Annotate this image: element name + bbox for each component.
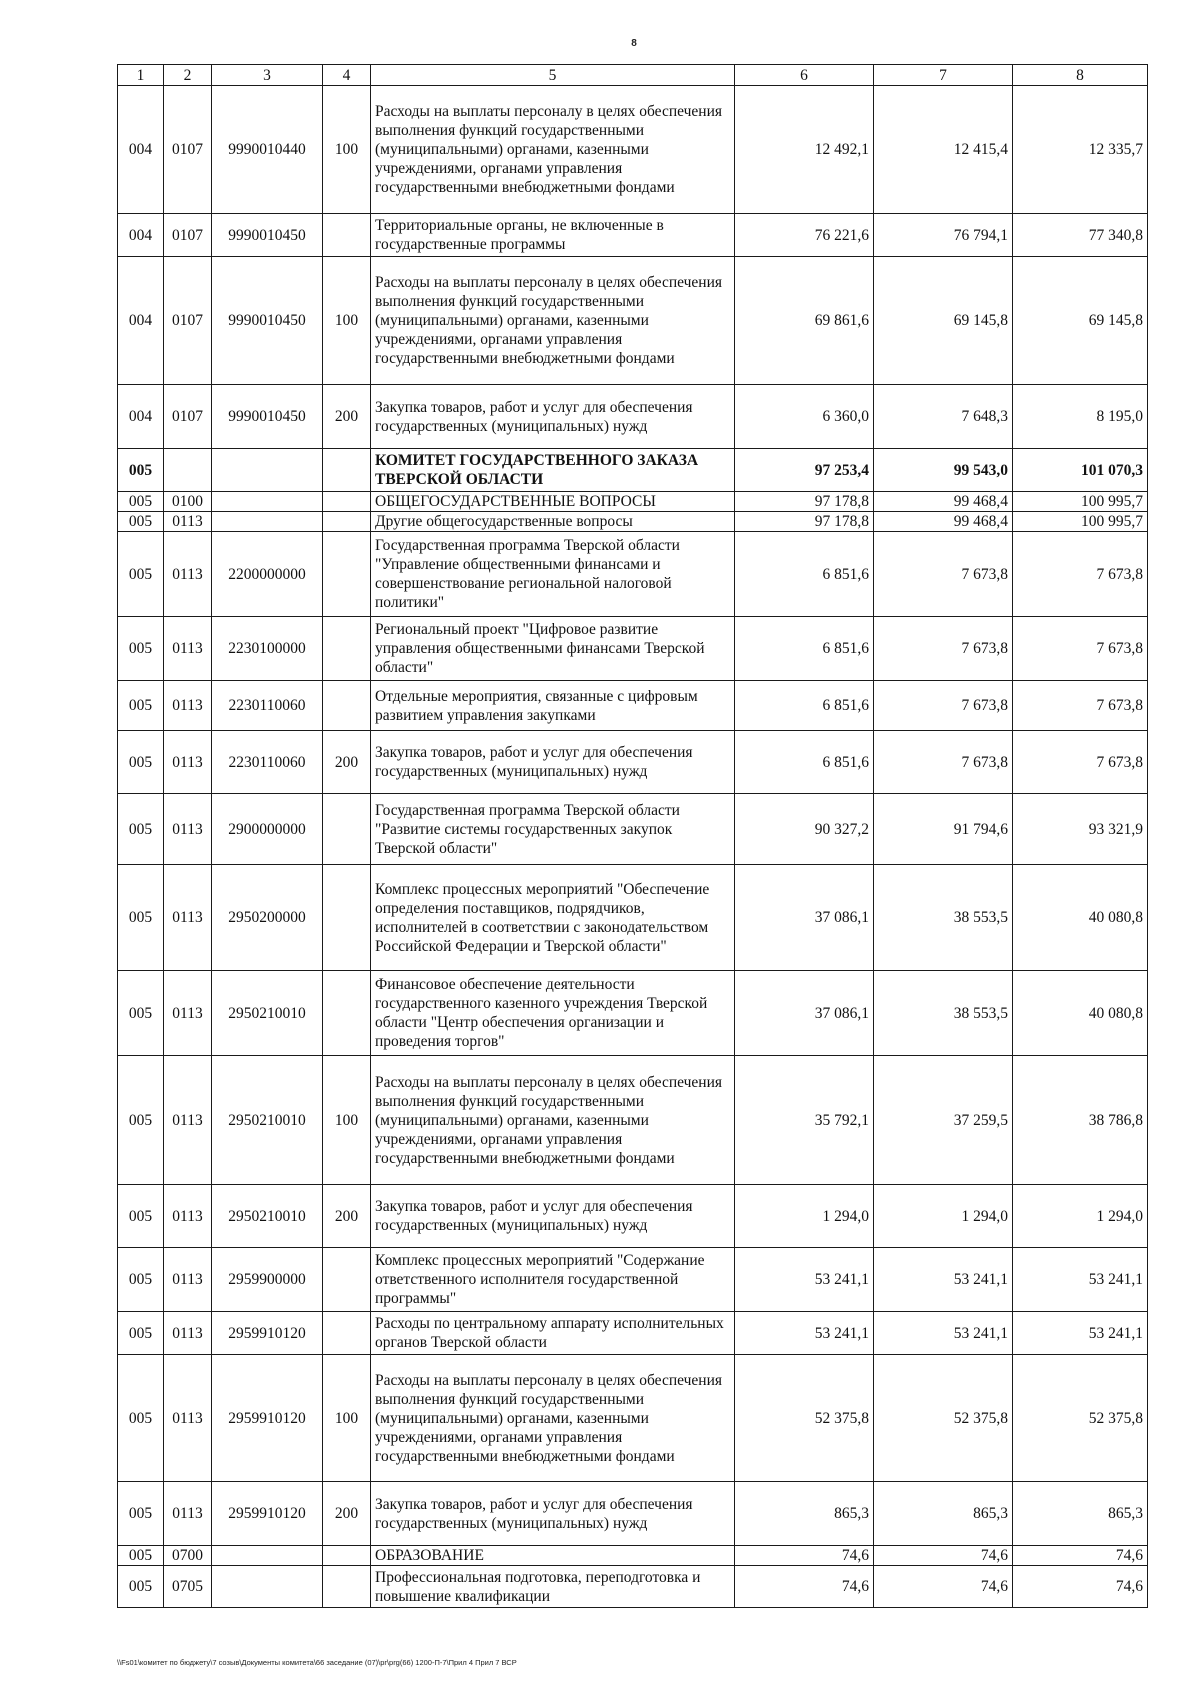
cell-amount-year2: 99 468,4 xyxy=(874,492,1013,512)
footer-file-path: \\Fs01\комитет по бюджету\7 созыв\Документы комитета\66 заседание (07)\pr\prg(66) 1200-П-7\Прил 4 Прил 7 ВСР xyxy=(117,1658,517,1667)
table-row xyxy=(118,492,1148,512)
table-row xyxy=(118,86,1148,214)
cell-amount-year1: 37 086,1 xyxy=(735,971,874,1056)
cell-target-article: 2230110060 xyxy=(212,731,323,794)
cell-ministry-code: 004 xyxy=(118,214,164,257)
cell-amount-year1: 35 792,1 xyxy=(735,1056,874,1185)
cell-section-code: 0107 xyxy=(164,86,212,214)
cell-amount-year1: 74,6 xyxy=(735,1566,874,1608)
cell-ministry-code: 005 xyxy=(118,681,164,731)
cell-amount-year1: 97 253,4 xyxy=(735,449,874,492)
cell-target-article: 9990010450 xyxy=(212,385,323,449)
cell-amount-year2: 53 241,1 xyxy=(874,1312,1013,1355)
cell-expense-type xyxy=(323,214,371,257)
cell-amount-year2: 7 673,8 xyxy=(874,617,1013,681)
cell-ministry-code: 005 xyxy=(118,865,164,971)
cell-expense-type xyxy=(323,1312,371,1355)
cell-amount-year2: 38 553,5 xyxy=(874,971,1013,1056)
cell-expense-type xyxy=(323,492,371,512)
cell-ministry-code: 004 xyxy=(118,86,164,214)
cell-section-code: 0113 xyxy=(164,731,212,794)
table-row xyxy=(118,1546,1148,1566)
header-col-7: 7 xyxy=(874,65,1013,86)
cell-description: Закупка товаров, работ и услуг для обеспечения государственных (муниципальных) нужд xyxy=(371,1185,735,1248)
header-row xyxy=(118,65,1148,86)
cell-amount-year1: 37 086,1 xyxy=(735,865,874,971)
cell-section-code: 0113 xyxy=(164,865,212,971)
cell-section-code: 0107 xyxy=(164,257,212,385)
cell-target-article: 2950210010 xyxy=(212,1056,323,1185)
cell-expense-type xyxy=(323,1248,371,1312)
cell-ministry-code: 005 xyxy=(118,512,164,532)
cell-expense-type: 100 xyxy=(323,1355,371,1482)
cell-amount-year1: 12 492,1 xyxy=(735,86,874,214)
cell-section-code xyxy=(164,449,212,492)
cell-expense-type: 200 xyxy=(323,1185,371,1248)
cell-amount-year2: 865,3 xyxy=(874,1482,1013,1546)
cell-amount-year3: 69 145,8 xyxy=(1013,257,1148,385)
cell-amount-year3: 74,6 xyxy=(1013,1566,1148,1608)
cell-target-article: 2959910120 xyxy=(212,1482,323,1546)
cell-section-code: 0113 xyxy=(164,1185,212,1248)
cell-amount-year3: 100 995,7 xyxy=(1013,492,1148,512)
cell-target-article: 2950200000 xyxy=(212,865,323,971)
cell-ministry-code: 004 xyxy=(118,257,164,385)
cell-amount-year2: 53 241,1 xyxy=(874,1248,1013,1312)
cell-section-code: 0113 xyxy=(164,617,212,681)
cell-description: Расходы по центральному аппарату исполнительных органов Тверской области xyxy=(371,1312,735,1355)
cell-description: Комплекс процессных мероприятий "Содержание ответственного исполнителя государственной программы" xyxy=(371,1248,735,1312)
cell-amount-year3: 53 241,1 xyxy=(1013,1312,1148,1355)
table-row xyxy=(118,731,1148,794)
cell-description: Профессиональная подготовка, переподготовка и повышение квалификации xyxy=(371,1566,735,1608)
cell-target-article: 2900000000 xyxy=(212,794,323,865)
cell-description: Комплекс процессных мероприятий "Обеспечение определения поставщиков, подрядчиков, исполнителей в соответствии с законодательством Российской Федерации и Тверской области" xyxy=(371,865,735,971)
cell-ministry-code: 005 xyxy=(118,449,164,492)
cell-amount-year1: 865,3 xyxy=(735,1482,874,1546)
cell-amount-year2: 74,6 xyxy=(874,1566,1013,1608)
cell-expense-type: 200 xyxy=(323,731,371,794)
cell-description: Финансовое обеспечение деятельности государственного казенного учреждения Тверской области "Центр обеспечения организации и проведения торгов" xyxy=(371,971,735,1056)
cell-amount-year2: 99 468,4 xyxy=(874,512,1013,532)
header-col-4: 4 xyxy=(323,65,371,86)
cell-amount-year3: 40 080,8 xyxy=(1013,865,1148,971)
cell-amount-year1: 97 178,8 xyxy=(735,512,874,532)
cell-section-code: 0100 xyxy=(164,492,212,512)
table-row xyxy=(118,257,1148,385)
cell-target-article: 2950210010 xyxy=(212,1185,323,1248)
header-col-1: 1 xyxy=(118,65,164,86)
cell-amount-year2: 91 794,6 xyxy=(874,794,1013,865)
cell-expense-type xyxy=(323,532,371,617)
cell-target-article: 9990010450 xyxy=(212,214,323,257)
cell-amount-year1: 97 178,8 xyxy=(735,492,874,512)
cell-target-article: 2950210010 xyxy=(212,971,323,1056)
cell-ministry-code: 005 xyxy=(118,1312,164,1355)
cell-amount-year1: 53 241,1 xyxy=(735,1248,874,1312)
cell-target-article: 2230100000 xyxy=(212,617,323,681)
cell-amount-year3: 865,3 xyxy=(1013,1482,1148,1546)
table-row xyxy=(118,794,1148,865)
cell-amount-year3: 93 321,9 xyxy=(1013,794,1148,865)
table-row xyxy=(118,865,1148,971)
cell-amount-year1: 90 327,2 xyxy=(735,794,874,865)
cell-amount-year1: 6 851,6 xyxy=(735,617,874,681)
cell-description: Расходы на выплаты персоналу в целях обеспечения выполнения функций государственными (муниципальными) органами, казенными учреждениями, органами управления государственными внебюджетными фондами xyxy=(371,1355,735,1482)
cell-expense-type xyxy=(323,449,371,492)
cell-section-code: 0113 xyxy=(164,1312,212,1355)
cell-section-code: 0107 xyxy=(164,385,212,449)
cell-expense-type xyxy=(323,794,371,865)
cell-amount-year3: 53 241,1 xyxy=(1013,1248,1148,1312)
header-col-8: 8 xyxy=(1013,65,1148,86)
cell-ministry-code: 005 xyxy=(118,1546,164,1566)
cell-expense-type xyxy=(323,512,371,532)
table-row xyxy=(118,385,1148,449)
cell-amount-year3: 8 195,0 xyxy=(1013,385,1148,449)
cell-amount-year2: 7 673,8 xyxy=(874,681,1013,731)
cell-expense-type xyxy=(323,865,371,971)
cell-section-code: 0107 xyxy=(164,214,212,257)
cell-ministry-code: 005 xyxy=(118,532,164,617)
cell-ministry-code: 005 xyxy=(118,1248,164,1312)
cell-target-article xyxy=(212,1546,323,1566)
header-col-5: 5 xyxy=(371,65,735,86)
cell-expense-type xyxy=(323,971,371,1056)
cell-target-article: 2959900000 xyxy=(212,1248,323,1312)
cell-target-article xyxy=(212,512,323,532)
cell-ministry-code: 005 xyxy=(118,1056,164,1185)
cell-expense-type xyxy=(323,1546,371,1566)
cell-description: Закупка товаров, работ и услуг для обеспечения государственных (муниципальных) нужд xyxy=(371,731,735,794)
cell-amount-year3: 7 673,8 xyxy=(1013,617,1148,681)
cell-target-article: 2959910120 xyxy=(212,1355,323,1482)
cell-amount-year2: 37 259,5 xyxy=(874,1056,1013,1185)
cell-amount-year3: 52 375,8 xyxy=(1013,1355,1148,1482)
cell-expense-type: 100 xyxy=(323,1056,371,1185)
cell-description: ОБРАЗОВАНИЕ xyxy=(371,1546,735,1566)
cell-ministry-code: 005 xyxy=(118,617,164,681)
cell-amount-year1: 69 861,6 xyxy=(735,257,874,385)
table-body xyxy=(118,86,1148,1608)
cell-expense-type xyxy=(323,1566,371,1608)
cell-target-article: 2200000000 xyxy=(212,532,323,617)
cell-target-article xyxy=(212,449,323,492)
cell-section-code: 0113 xyxy=(164,532,212,617)
cell-amount-year3: 7 673,8 xyxy=(1013,681,1148,731)
cell-ministry-code: 005 xyxy=(118,492,164,512)
cell-amount-year2: 7 648,3 xyxy=(874,385,1013,449)
table-row xyxy=(118,1185,1148,1248)
cell-amount-year3: 38 786,8 xyxy=(1013,1056,1148,1185)
table-row xyxy=(118,512,1148,532)
cell-description: Государственная программа Тверской области "Развитие системы государственных закупок Тверской области" xyxy=(371,794,735,865)
cell-ministry-code: 005 xyxy=(118,794,164,865)
cell-amount-year3: 101 070,3 xyxy=(1013,449,1148,492)
cell-ministry-code: 005 xyxy=(118,1185,164,1248)
cell-section-code: 0113 xyxy=(164,794,212,865)
table-row xyxy=(118,1248,1148,1312)
cell-description: Закупка товаров, работ и услуг для обеспечения государственных (муниципальных) нужд xyxy=(371,385,735,449)
cell-expense-type: 100 xyxy=(323,86,371,214)
cell-section-code: 0113 xyxy=(164,681,212,731)
cell-description: Расходы на выплаты персоналу в целях обеспечения выполнения функций государственными (муниципальными) органами, казенными учреждениями, органами управления государственными внебюджетными фондами xyxy=(371,1056,735,1185)
table-row xyxy=(118,449,1148,492)
cell-amount-year3: 12 335,7 xyxy=(1013,86,1148,214)
cell-amount-year2: 74,6 xyxy=(874,1546,1013,1566)
cell-amount-year2: 52 375,8 xyxy=(874,1355,1013,1482)
table-row xyxy=(118,1056,1148,1185)
budget-table xyxy=(117,64,1148,1608)
cell-target-article xyxy=(212,1566,323,1608)
cell-expense-type: 100 xyxy=(323,257,371,385)
cell-amount-year1: 6 851,6 xyxy=(735,681,874,731)
cell-amount-year1: 1 294,0 xyxy=(735,1185,874,1248)
cell-amount-year2: 12 415,4 xyxy=(874,86,1013,214)
cell-amount-year1: 52 375,8 xyxy=(735,1355,874,1482)
table-row xyxy=(118,681,1148,731)
cell-target-article xyxy=(212,492,323,512)
cell-section-code: 0113 xyxy=(164,1248,212,1312)
table-row xyxy=(118,1482,1148,1546)
cell-amount-year3: 7 673,8 xyxy=(1013,532,1148,617)
cell-amount-year2: 99 543,0 xyxy=(874,449,1013,492)
cell-amount-year1: 53 241,1 xyxy=(735,1312,874,1355)
cell-description: Расходы на выплаты персоналу в целях обеспечения выполнения функций государственными (муниципальными) органами, казенными учреждениями, органами управления государственными внебюджетными фондами xyxy=(371,86,735,214)
header-col-2: 2 xyxy=(164,65,212,86)
cell-amount-year3: 77 340,8 xyxy=(1013,214,1148,257)
cell-target-article: 2230110060 xyxy=(212,681,323,731)
cell-amount-year3: 40 080,8 xyxy=(1013,971,1148,1056)
table-row xyxy=(118,617,1148,681)
table-row xyxy=(118,971,1148,1056)
cell-ministry-code: 005 xyxy=(118,1482,164,1546)
cell-amount-year3: 1 294,0 xyxy=(1013,1185,1148,1248)
cell-description: ОБЩЕГОСУДАРСТВЕННЫЕ ВОПРОСЫ xyxy=(371,492,735,512)
cell-amount-year2: 7 673,8 xyxy=(874,731,1013,794)
cell-amount-year2: 69 145,8 xyxy=(874,257,1013,385)
cell-amount-year2: 76 794,1 xyxy=(874,214,1013,257)
cell-amount-year1: 6 360,0 xyxy=(735,385,874,449)
cell-ministry-code: 005 xyxy=(118,1355,164,1482)
cell-description: Территориальные органы, не включенные в государственные программы xyxy=(371,214,735,257)
cell-description: Региональный проект "Цифровое развитие управления общественными финансами Тверской области" xyxy=(371,617,735,681)
page-number: 8 xyxy=(631,38,637,49)
cell-amount-year2: 38 553,5 xyxy=(874,865,1013,971)
cell-description: Закупка товаров, работ и услуг для обеспечения государственных (муниципальных) нужд xyxy=(371,1482,735,1546)
cell-amount-year1: 74,6 xyxy=(735,1546,874,1566)
cell-ministry-code: 004 xyxy=(118,385,164,449)
table-row xyxy=(118,1312,1148,1355)
cell-amount-year3: 74,6 xyxy=(1013,1546,1148,1566)
cell-expense-type: 200 xyxy=(323,1482,371,1546)
cell-ministry-code: 005 xyxy=(118,731,164,794)
cell-section-code: 0113 xyxy=(164,512,212,532)
cell-section-code: 0113 xyxy=(164,1355,212,1482)
cell-description: Другие общегосударственные вопросы xyxy=(371,512,735,532)
table-row xyxy=(118,1566,1148,1608)
cell-amount-year1: 6 851,6 xyxy=(735,731,874,794)
cell-ministry-code: 005 xyxy=(118,1566,164,1608)
cell-amount-year2: 7 673,8 xyxy=(874,532,1013,617)
header-col-6: 6 xyxy=(735,65,874,86)
cell-target-article: 9990010440 xyxy=(212,86,323,214)
cell-amount-year1: 76 221,6 xyxy=(735,214,874,257)
cell-section-code: 0113 xyxy=(164,1056,212,1185)
cell-expense-type xyxy=(323,681,371,731)
cell-amount-year3: 100 995,7 xyxy=(1013,512,1148,532)
cell-target-article: 2959910120 xyxy=(212,1312,323,1355)
cell-section-code: 0700 xyxy=(164,1546,212,1566)
cell-amount-year1: 6 851,6 xyxy=(735,532,874,617)
cell-section-code: 0705 xyxy=(164,1566,212,1608)
cell-amount-year3: 7 673,8 xyxy=(1013,731,1148,794)
cell-section-code: 0113 xyxy=(164,1482,212,1546)
cell-target-article: 9990010450 xyxy=(212,257,323,385)
cell-amount-year2: 1 294,0 xyxy=(874,1185,1013,1248)
cell-description: КОМИТЕТ ГОСУДАРСТВЕННОГО ЗАКАЗА ТВЕРСКОЙ ОБЛАСТИ xyxy=(371,449,735,492)
table-row xyxy=(118,532,1148,617)
header-col-3: 3 xyxy=(212,65,323,86)
cell-description: Государственная программа Тверской области "Управление общественными финансами и совершенствование региональной налоговой политики" xyxy=(371,532,735,617)
table-row xyxy=(118,214,1148,257)
cell-expense-type: 200 xyxy=(323,385,371,449)
cell-description: Расходы на выплаты персоналу в целях обеспечения выполнения функций государственными (муниципальными) органами, казенными учреждениями, органами управления государственными внебюджетными фондами xyxy=(371,257,735,385)
cell-expense-type xyxy=(323,617,371,681)
cell-section-code: 0113 xyxy=(164,971,212,1056)
cell-ministry-code: 005 xyxy=(118,971,164,1056)
table-row xyxy=(118,1355,1148,1482)
cell-description: Отдельные мероприятия, связанные с цифровым развитием управления закупками xyxy=(371,681,735,731)
